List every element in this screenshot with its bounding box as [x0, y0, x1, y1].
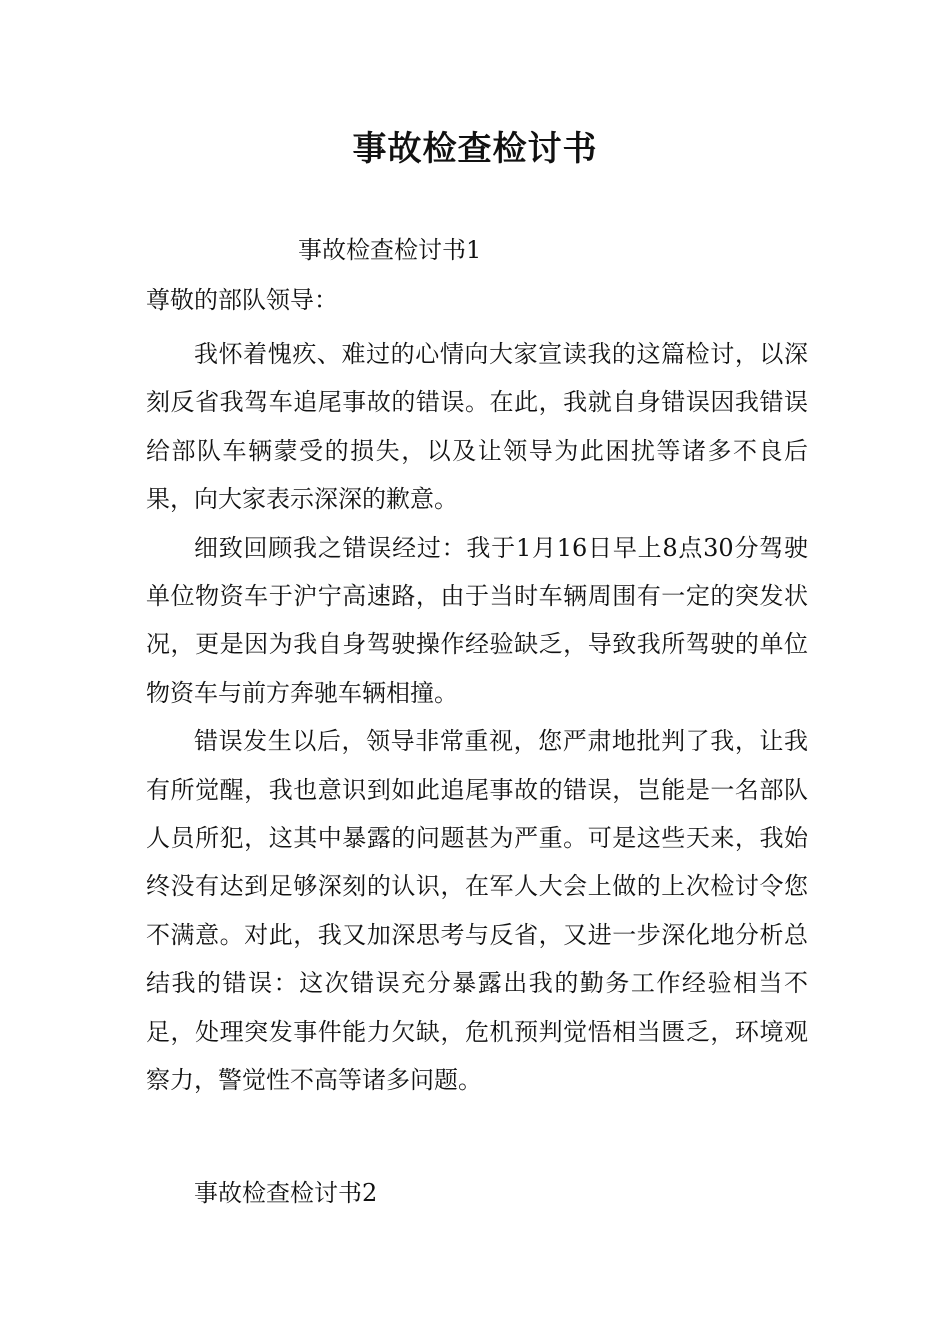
section-2-heading: 事故检查检讨书2	[194, 1179, 378, 1207]
paragraph-1: 我怀着愧疚、难过的心情向大家宣读我的这篇检讨，以深刻反省我驾车追尾事故的错误。在此，我就自身错误因我错误给部队车辆蒙受的损失，以及让领导为此困扰等诸多不良后果，向大家表示深深的歉意。	[146, 340, 808, 514]
section-1-heading: 事故检查检讨书1	[298, 236, 482, 264]
paragraph-2: 细致回顾我之错误经过：我于1月16日早上8点30分驾驶单位物资车于沪宁高速路，由于当时车辆周围有一定的突发状况，更是因为我自身驾驶操作经验缺乏，导致我所驾驶的单位物资车与前方奔驰车辆相撞。	[146, 533, 808, 707]
salutation: 尊敬的部队领导：	[146, 286, 338, 314]
body-text	[146, 330, 808, 1105]
paragraph-3: 错误发生以后，领导非常重视，您严肃地批判了我，让我有所觉醒，我也意识到如此追尾事故的错误，岂能是一名部队人员所犯，这其中暴露的问题甚为严重。可是这些天来，我始终没有达到足够深刻的认识，在军人大会上做的上次检讨令您不满意。对此，我又加深思考与反省，又进一步深化地分析总结我的错误：这次错误充分暴露出我的勤务工作经验相当不足，处理突发事件能力欠缺，危机预判觉悟相当匮乏，环境观察力，警觉性不高等诸多问题。	[146, 727, 808, 1095]
document-title: 事故检查检讨书	[352, 129, 598, 169]
